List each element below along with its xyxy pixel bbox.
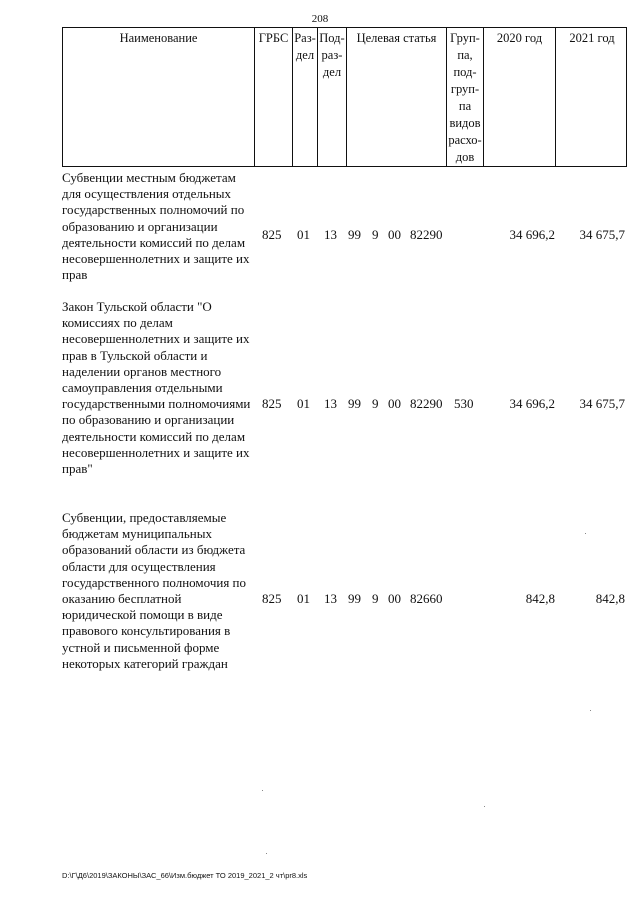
row-2020: 34 696,2	[509, 227, 555, 242]
row-target-subprogram: 9	[372, 396, 379, 411]
row-2020: 842,8	[525, 591, 555, 606]
header-grbs: ГРБС	[255, 28, 293, 166]
scan-speck	[266, 853, 267, 854]
row-podrazdel: 13	[324, 227, 337, 242]
row-2020: 34 696,2	[509, 396, 555, 411]
header-name: Наименование	[63, 28, 255, 166]
file-path-footer: D:\Г\Д6\2019\ЗАКОНЫ\ЗАС_66\Изм.бюджет ТО 2019_2021_2 чт\pr8.xls	[62, 871, 308, 880]
row-target-program: 99	[348, 591, 361, 606]
row-2021: 34 675,7	[579, 396, 625, 411]
row-name: Закон Тульской области "О комиссиях по делам несовершеннолетних и защите их прав в Тульской области и наделении органов местного самоуправления отдельными государственными полномочиями по образованию и организации деятельности комиссий по делам несовершеннолетних и защите их прав"	[62, 299, 251, 477]
row-2021: 842,8	[595, 591, 625, 606]
scan-speck	[590, 710, 591, 711]
table-row	[62, 170, 627, 290]
scan-speck	[484, 806, 485, 807]
row-name: Субвенции, предоставляемые бюджетам муниципальных образований области из бюджета области для осуществления государственного полномочия по оказанию бесплатной юридической помощи в виде правового консультирования в устной и письменной форме некоторых категорий граждан	[62, 510, 247, 671]
row-target-main: 00	[388, 227, 401, 242]
row-razdel: 01	[297, 227, 310, 242]
header-razdel: Раз- дел	[293, 28, 318, 166]
header-podrazdel: Под- раз- дел	[318, 28, 347, 166]
row-target-direction: 82290	[410, 396, 443, 411]
page-number: 208	[311, 13, 329, 25]
row-grbs: 825	[262, 591, 282, 606]
row-name: Субвенции местным бюджетам для осуществления отдельных государственных полномочий по образованию и организации деятельности комиссий по делам несовершеннолетних и защите их прав	[62, 170, 250, 283]
header-2020: 2020 год	[484, 28, 556, 166]
row-target-main: 00	[388, 396, 401, 411]
row-grbs: 825	[262, 396, 282, 411]
table-header	[62, 27, 627, 167]
row-target-subprogram: 9	[372, 591, 379, 606]
row-target-subprogram: 9	[372, 227, 379, 242]
header-2021: 2021 год	[569, 31, 615, 45]
row-podrazdel: 13	[324, 396, 337, 411]
row-podrazdel: 13	[324, 591, 337, 606]
table-row	[62, 299, 627, 499]
row-razdel: 01	[297, 396, 310, 411]
scan-speck	[585, 533, 586, 534]
row-target-direction: 82290	[410, 227, 443, 242]
header-target: Целевая статья	[347, 28, 447, 166]
row-target-program: 99	[348, 396, 361, 411]
row-target-direction: 82660	[410, 591, 443, 606]
row-razdel: 01	[297, 591, 310, 606]
row-target-program: 99	[348, 227, 361, 242]
scan-speck	[262, 790, 263, 791]
row-2021: 34 675,7	[579, 227, 625, 242]
row-group: 530	[454, 396, 474, 411]
row-grbs: 825	[262, 227, 282, 242]
row-target-main: 00	[388, 591, 401, 606]
header-group: Груп- па, под- груп- па видов расхо- дов	[447, 28, 484, 166]
table-row	[62, 510, 627, 680]
